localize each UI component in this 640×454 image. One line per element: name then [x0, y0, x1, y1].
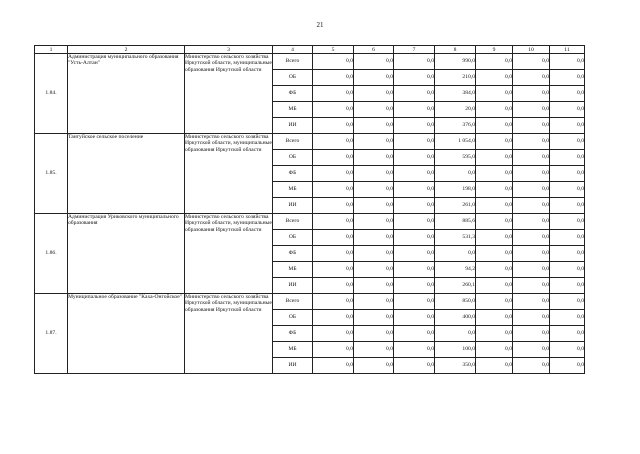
funding-source: Всего — [273, 214, 313, 230]
responsible-executor: Министерство сельского хозяйства Иркутской области, муниципальные образования Иркутской области — [185, 294, 273, 374]
value-cell: 0,0 — [550, 246, 585, 262]
value-cell: 0,0 — [313, 230, 354, 246]
organization-name: Тангуйское сельское поселение — [68, 134, 185, 214]
value-cell: 0,0 — [476, 150, 513, 166]
value-cell: 0,0 — [435, 166, 476, 182]
value-cell: 0,0 — [394, 246, 435, 262]
value-cell: 0,0 — [313, 262, 354, 278]
organization-name: Администрация Уриковского муниципального образования — [68, 214, 185, 294]
value-cell: 0,0 — [476, 54, 513, 70]
value-cell: 0,0 — [313, 118, 354, 134]
value-cell: 0,0 — [394, 326, 435, 342]
table-row — [35, 294, 585, 310]
value-cell: 0,0 — [476, 198, 513, 214]
header-cell: 4 — [273, 46, 313, 54]
value-cell: 0,0 — [354, 150, 394, 166]
value-cell: 0,0 — [550, 278, 585, 294]
value-cell: 376,0 — [435, 118, 476, 134]
value-cell: 0,0 — [354, 54, 394, 70]
funding-source: МБ — [273, 262, 313, 278]
value-cell: 0,0 — [476, 246, 513, 262]
header-cell: 6 — [354, 46, 394, 54]
value-cell: 0,0 — [394, 310, 435, 326]
header-cell: 5 — [313, 46, 354, 54]
responsible-executor: Министерство сельского хозяйства Иркутской области, муниципальные образования Иркутской области — [185, 214, 273, 294]
value-cell: 0,0 — [313, 326, 354, 342]
value-cell: 0,0 — [476, 118, 513, 134]
value-cell: 0,0 — [313, 86, 354, 102]
funding-source: Всего — [273, 134, 313, 150]
value-cell: 384,0 — [435, 86, 476, 102]
value-cell: 0,0 — [550, 86, 585, 102]
header-cell: 3 — [185, 46, 273, 54]
value-cell: 0,0 — [513, 278, 550, 294]
organization-name: Муниципальное образование "Каха-Онгойское" — [68, 294, 185, 374]
value-cell: 0,0 — [476, 278, 513, 294]
value-cell: 0,0 — [354, 182, 394, 198]
value-cell: 0,0 — [394, 278, 435, 294]
value-cell: 0,0 — [550, 262, 585, 278]
value-cell: 0,0 — [354, 214, 394, 230]
value-cell: 0,0 — [476, 134, 513, 150]
row-number: 1.86. — [35, 214, 68, 294]
value-cell: 850,0 — [435, 294, 476, 310]
value-cell: 0,0 — [513, 262, 550, 278]
funding-source: МБ — [273, 342, 313, 358]
value-cell: 0,0 — [354, 198, 394, 214]
value-cell: 0,0 — [476, 310, 513, 326]
value-cell: 0,0 — [550, 294, 585, 310]
value-cell: 0,0 — [313, 294, 354, 310]
value-cell: 0,0 — [313, 278, 354, 294]
value-cell: 0,0 — [354, 310, 394, 326]
value-cell: 0,0 — [513, 150, 550, 166]
value-cell: 0,0 — [313, 150, 354, 166]
value-cell: 0,0 — [550, 342, 585, 358]
header-cell: 7 — [394, 46, 435, 54]
value-cell: 0,0 — [313, 182, 354, 198]
value-cell: 0,0 — [354, 358, 394, 374]
value-cell: 100,0 — [435, 342, 476, 358]
value-cell: 0,0 — [513, 182, 550, 198]
funding-source: ОБ — [273, 310, 313, 326]
value-cell: 0,0 — [513, 70, 550, 86]
value-cell: 0,0 — [513, 54, 550, 70]
header-cell: 8 — [435, 46, 476, 54]
value-cell: 0,0 — [550, 54, 585, 70]
value-cell: 531,3 — [435, 230, 476, 246]
value-cell: 0,0 — [513, 294, 550, 310]
value-cell: 0,0 — [550, 70, 585, 86]
header-cell: 2 — [68, 46, 185, 54]
value-cell: 0,0 — [354, 342, 394, 358]
value-cell: 0,0 — [354, 326, 394, 342]
responsible-executor: Министерство сельского хозяйства Иркутской области, муниципальные образования Иркутской области — [185, 54, 273, 134]
value-cell: 0,0 — [394, 342, 435, 358]
value-cell: 0,0 — [354, 166, 394, 182]
value-cell: 0,0 — [550, 150, 585, 166]
value-cell: 0,0 — [313, 358, 354, 374]
value-cell: 0,0 — [313, 310, 354, 326]
value-cell: 0,0 — [550, 102, 585, 118]
value-cell: 0,0 — [513, 230, 550, 246]
value-cell: 350,0 — [435, 358, 476, 374]
value-cell: 198,0 — [435, 182, 476, 198]
value-cell: 0,0 — [394, 182, 435, 198]
value-cell: 0,0 — [354, 86, 394, 102]
value-cell: 0,0 — [354, 230, 394, 246]
value-cell: 0,0 — [313, 166, 354, 182]
value-cell: 0,0 — [354, 70, 394, 86]
value-cell: 261,0 — [435, 198, 476, 214]
value-cell: 0,0 — [550, 198, 585, 214]
responsible-executor: Министерство сельского хозяйства Иркутской области, муниципальные образования Иркутской области — [185, 134, 273, 214]
value-cell: 0,0 — [476, 166, 513, 182]
funding-source: ФБ — [273, 86, 313, 102]
value-cell: 0,0 — [513, 310, 550, 326]
value-cell: 0,0 — [354, 278, 394, 294]
organization-name: Администрация муниципального образования "Усть-Алтан" — [68, 54, 185, 134]
value-cell: 0,0 — [354, 118, 394, 134]
value-cell: 0,0 — [394, 134, 435, 150]
value-cell: 0,0 — [550, 310, 585, 326]
value-cell: 0,0 — [476, 70, 513, 86]
funding-source: Всего — [273, 54, 313, 70]
value-cell: 94,2 — [435, 262, 476, 278]
value-cell: 0,0 — [476, 214, 513, 230]
value-cell: 0,0 — [476, 326, 513, 342]
value-cell: 0,0 — [394, 230, 435, 246]
value-cell: 0,0 — [313, 342, 354, 358]
value-cell: 0,0 — [476, 342, 513, 358]
funding-source: МБ — [273, 102, 313, 118]
header-cell: 10 — [513, 46, 550, 54]
value-cell: 0,0 — [394, 262, 435, 278]
row-number: 1.84. — [35, 54, 68, 134]
value-cell: 0,0 — [550, 134, 585, 150]
value-cell: 0,0 — [394, 102, 435, 118]
table-row — [35, 134, 585, 150]
header-cell: 1 — [35, 46, 68, 54]
value-cell: 0,0 — [394, 54, 435, 70]
funding-source: МБ — [273, 182, 313, 198]
funding-source: ОБ — [273, 70, 313, 86]
value-cell: 0,0 — [513, 198, 550, 214]
value-cell: 0,0 — [313, 214, 354, 230]
page-number: 21 — [316, 21, 324, 29]
value-cell: 0,0 — [550, 182, 585, 198]
value-cell: 0,0 — [476, 182, 513, 198]
value-cell: 0,0 — [513, 166, 550, 182]
value-cell: 0,0 — [313, 134, 354, 150]
value-cell: 0,0 — [435, 246, 476, 262]
value-cell: 0,0 — [513, 134, 550, 150]
row-number: 1.85. — [35, 134, 68, 214]
value-cell: 0,0 — [354, 134, 394, 150]
value-cell: 0,0 — [354, 246, 394, 262]
value-cell: 260,1 — [435, 278, 476, 294]
value-cell: 0,0 — [394, 150, 435, 166]
value-cell: 0,0 — [394, 118, 435, 134]
value-cell: 595,0 — [435, 150, 476, 166]
header-cell: 11 — [550, 46, 585, 54]
value-cell: 0,0 — [513, 342, 550, 358]
value-cell: 0,0 — [513, 118, 550, 134]
value-cell: 0,0 — [394, 358, 435, 374]
value-cell: 0,0 — [313, 54, 354, 70]
value-cell: 0,0 — [476, 262, 513, 278]
value-cell: 0,0 — [476, 230, 513, 246]
funding-source: Всего — [273, 294, 313, 310]
value-cell: 400,0 — [435, 310, 476, 326]
budget-table — [34, 45, 585, 374]
value-cell: 0,0 — [313, 246, 354, 262]
value-cell: 0,0 — [513, 326, 550, 342]
value-cell: 0,0 — [354, 294, 394, 310]
value-cell: 0,0 — [476, 294, 513, 310]
value-cell: 0,0 — [513, 358, 550, 374]
value-cell: 0,0 — [394, 198, 435, 214]
value-cell: 20,0 — [435, 102, 476, 118]
value-cell: 0,0 — [394, 214, 435, 230]
value-cell: 0,0 — [394, 70, 435, 86]
value-cell: 0,0 — [513, 246, 550, 262]
funding-source: ИИ — [273, 278, 313, 294]
table-row — [35, 54, 585, 70]
value-cell: 0,0 — [550, 230, 585, 246]
value-cell: 0,0 — [513, 214, 550, 230]
table-row — [35, 214, 585, 230]
value-cell: 0,0 — [354, 262, 394, 278]
value-cell: 0,0 — [394, 294, 435, 310]
header-cell: 9 — [476, 46, 513, 54]
funding-source: ФБ — [273, 326, 313, 342]
funding-source: ОБ — [273, 230, 313, 246]
funding-source: ИИ — [273, 118, 313, 134]
value-cell: 0,0 — [313, 102, 354, 118]
funding-source: ИИ — [273, 198, 313, 214]
value-cell: 1 054,0 — [435, 134, 476, 150]
value-cell: 0,0 — [394, 166, 435, 182]
value-cell: 0,0 — [550, 166, 585, 182]
value-cell: 0,0 — [550, 326, 585, 342]
value-cell: 885,6 — [435, 214, 476, 230]
funding-source: ФБ — [273, 166, 313, 182]
value-cell: 0,0 — [550, 118, 585, 134]
value-cell: 0,0 — [476, 102, 513, 118]
funding-source: ОБ — [273, 150, 313, 166]
header-row — [35, 46, 585, 54]
value-cell: 0,0 — [476, 86, 513, 102]
value-cell: 0,0 — [435, 326, 476, 342]
value-cell: 0,0 — [354, 102, 394, 118]
funding-source: ИИ — [273, 358, 313, 374]
value-cell: 0,0 — [476, 358, 513, 374]
funding-source: ФБ — [273, 246, 313, 262]
value-cell: 0,0 — [513, 102, 550, 118]
value-cell: 0,0 — [550, 214, 585, 230]
value-cell: 990,0 — [435, 54, 476, 70]
value-cell: 0,0 — [513, 86, 550, 102]
row-number: 1.87. — [35, 294, 68, 374]
value-cell: 0,0 — [550, 358, 585, 374]
value-cell: 210,0 — [435, 70, 476, 86]
value-cell: 0,0 — [313, 198, 354, 214]
value-cell: 0,0 — [313, 70, 354, 86]
value-cell: 0,0 — [394, 86, 435, 102]
